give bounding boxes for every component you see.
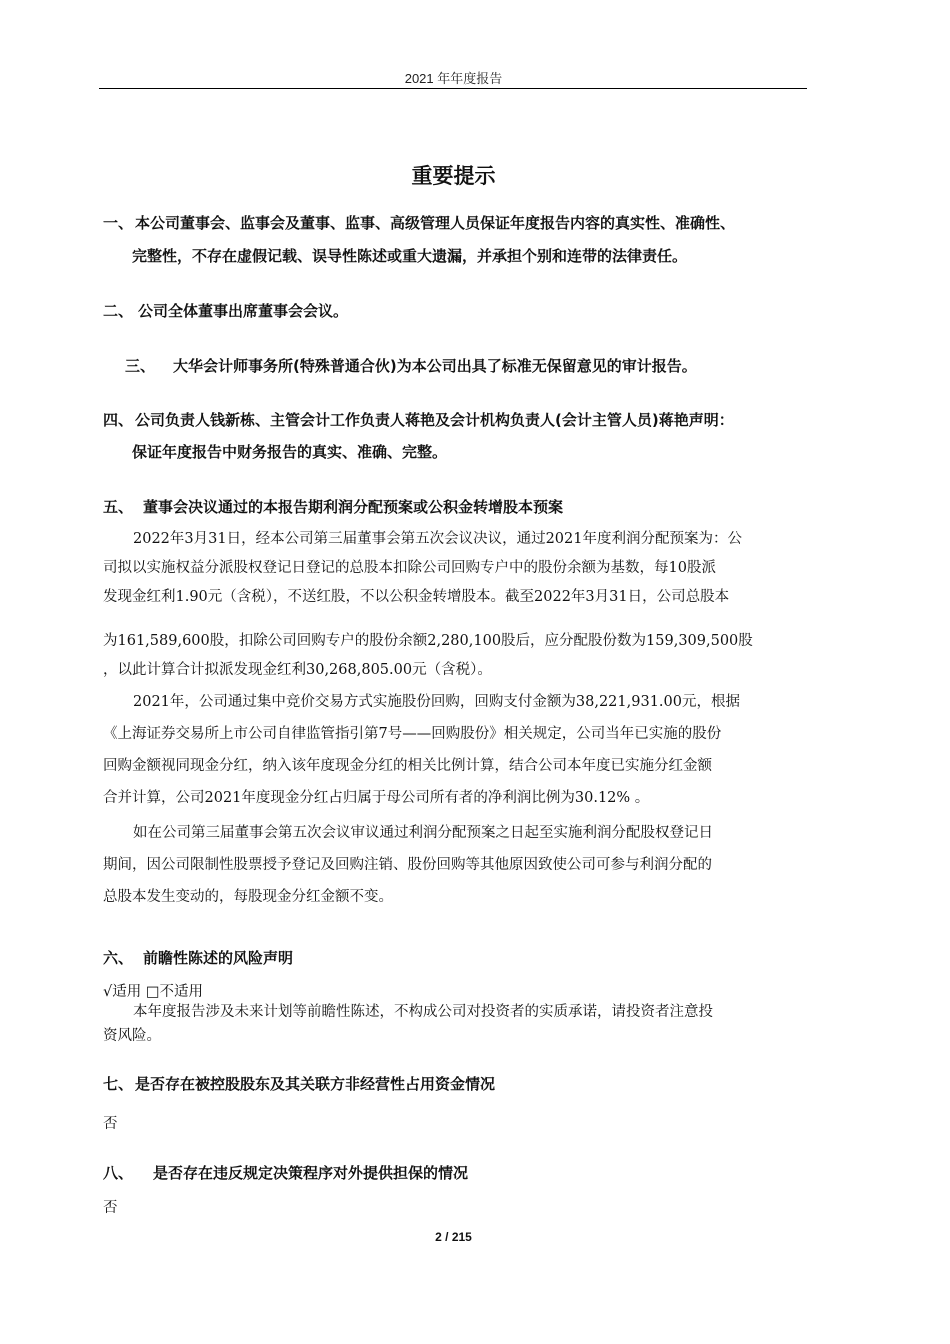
item-7-answer: 否	[103, 1116, 118, 1132]
page-number: 2 / 215	[435, 1230, 472, 1244]
item-5-heading: 董事会决议通过的本报告期利润分配预案或公积金转增股本预案	[143, 498, 564, 516]
item-5-para-3-line-2: 期间，因公司限制性股票授予登记及回购注销、股份回购等其他原因致使公司可参与利润分配的	[103, 857, 712, 873]
item-6-body-line-2: 资风险。	[103, 1028, 161, 1044]
header-rule	[99, 88, 807, 89]
item-1-line-1: 本公司董事会、监事会及董事、监事、高级管理人员保证年度报告内容的真实性、准确性、	[135, 214, 736, 232]
item-1-line-2: 完整性，不存在虚假记载、误导性陈述或重大遗漏，并承担个别和连带的法律责任。	[132, 247, 688, 265]
item-5-para-1-line-5: ，以此计算合计拟派发现金红利30,268,805.00元（含税）。	[103, 662, 492, 678]
item-5-para-3-line-3: 总股本发生变动的，每股现金分红金额不变。	[103, 889, 393, 905]
item-5-para-1-line-2: 司拟以实施权益分派股权登记日登记的总股本扣除公司回购专户中的股份余额为基数，每10股派	[103, 560, 716, 576]
item-5-para-2-line-1: 2021年，公司通过集中竞价交易方式实施股份回购，回购支付金额为38,221,931.00元，根据	[133, 694, 740, 710]
item-6-heading: 前瞻性陈述的风险声明	[143, 949, 294, 967]
item-5-para-2-line-3: 回购金额视同现金分红，纳入该年度现金分红的相关比例计算，结合公司本年度已实施分红金额	[103, 758, 712, 774]
page-title: 重要提示	[411, 164, 496, 188]
item-7-number: 七、	[103, 1075, 134, 1093]
item-3-number: 三、	[125, 357, 156, 375]
item-4-number: 四、	[103, 411, 134, 429]
item-4-line-2: 保证年度报告中财务报告的真实、准确、完整。	[132, 443, 448, 461]
item-6-number: 六、	[103, 949, 134, 967]
item-5-para-2-line-4: 合并计算，公司2021年度现金分红占归属于母公司所有者的净利润比例为30.12% 。	[103, 790, 650, 806]
item-2-text: 公司全体董事出席董事会会议。	[138, 302, 349, 320]
item-5-para-2-line-2: 《上海证券交易所上市公司自律监管指引第7号——回购股份》相关规定，公司当年已实施的股份	[103, 726, 722, 742]
item-5-number: 五、	[103, 498, 134, 516]
item-6-body-line-1: 本年度报告涉及未来计划等前瞻性陈述，不构成公司对投资者的实质承诺，请投资者注意投	[133, 1004, 713, 1020]
item-8-number: 八、	[103, 1164, 134, 1182]
item-1-number: 一、	[103, 214, 134, 232]
running-header: 2021 年年度报告	[404, 71, 503, 86]
item-8-heading: 是否存在违反规定决策程序对外提供担保的情况	[153, 1164, 469, 1182]
item-3-text: 大华会计师事务所(特殊普通合伙)为本公司出具了标准无保留意见的审计报告。	[173, 357, 697, 375]
item-4-line-1: 公司负责人钱新栋、主管会计工作负责人蒋艳及会计机构负责人(会计主管人员)蒋艳声明：	[135, 411, 734, 429]
item-2-number: 二、	[103, 302, 134, 320]
item-5-para-1-line-3: 发现金红利1.90元（含税），不送红股，不以公积金转增股本。截至2022年3月31日，公司总股本	[103, 589, 730, 605]
item-7-heading: 是否存在被控股股东及其关联方非经营性占用资金情况	[135, 1075, 496, 1093]
item-5-para-3-line-1: 如在公司第三届董事会第五次会议审议通过利润分配预案之日起至实施利润分配股权登记日	[133, 825, 713, 841]
item-8-answer: 否	[103, 1200, 118, 1216]
applicability-checkbox-line: √适用 □不适用	[103, 984, 204, 1000]
item-5-para-1-line-4: 为161,589,600股，扣除公司回购专户的股份余额2,280,100股后，应分配股份数为159,309,500股	[103, 633, 753, 649]
item-5-para-1-line-1: 2022年3月31日，经本公司第三届董事会第五次会议决议，通过2021年度利润分配预案为：公	[133, 531, 742, 547]
